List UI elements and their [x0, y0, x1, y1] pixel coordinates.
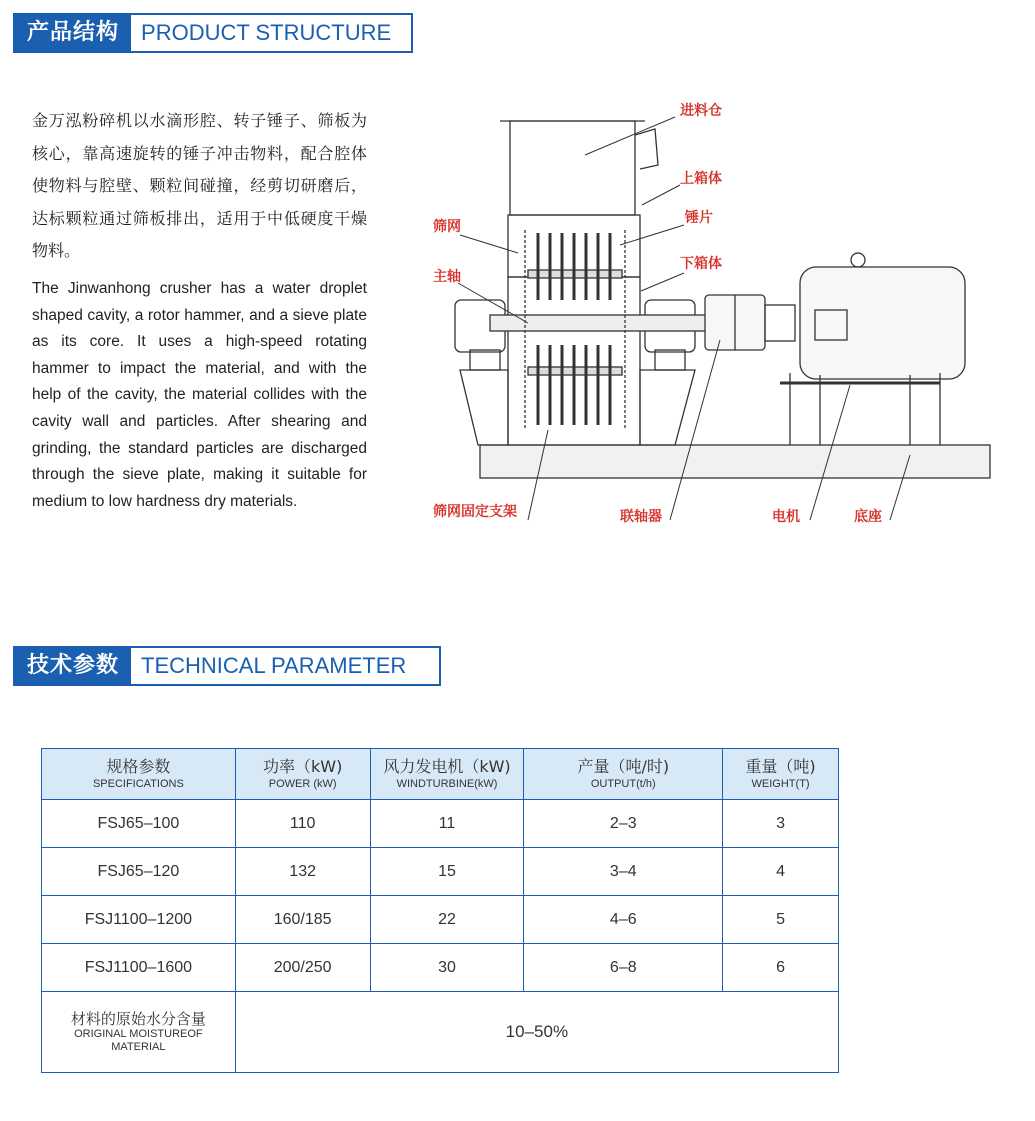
cell-weight: 4 — [723, 848, 839, 896]
label-screen-support: 筛网固定支架 — [433, 504, 517, 520]
base-frame — [480, 445, 990, 478]
cell-output: 6–8 — [524, 944, 723, 992]
label-motor: 电机 — [772, 509, 800, 525]
section-heading-product-structure — [13, 13, 413, 53]
table-row — [42, 848, 839, 896]
section-title-cn: 技术参数 — [15, 648, 131, 684]
cell-spec: FSJ65–120 — [42, 848, 236, 896]
label-coupling: 联轴器 — [620, 509, 662, 525]
cell-spec: FSJ1100–1200 — [42, 896, 236, 944]
cell-wind: 30 — [370, 944, 524, 992]
label-lower-box: 下箱体 — [680, 256, 722, 272]
table-row-moisture — [42, 992, 839, 1073]
crusher-structure-diagram — [430, 95, 1010, 535]
cell-power: 200/250 — [235, 944, 370, 992]
header-output: 产量（吨/时) OUTPUT(t/h) — [524, 749, 723, 800]
intro-text-en: The Jinwanhong crusher has a water droplet shaped cavity, a rotor hammer, and a sieve plate as its core. It uses a high-speed rotating hammer to impact the material, and with the help of the cavity, the material collides with the cavity wall and particles. After shearing and grinding, the standard particles are discharged through the sieve plate, making it suitable for medium to low hardness dry materials. — [32, 280, 367, 510]
cell-output: 3–4 — [524, 848, 723, 896]
cell-weight: 6 — [723, 944, 839, 992]
cell-wind: 11 — [370, 800, 524, 848]
cell-output: 4–6 — [524, 896, 723, 944]
table-header-row — [42, 749, 839, 800]
feed-hopper — [510, 121, 635, 215]
intro-text-cn: 金万泓粉碎机以水滴形腔、转子锤子、筛板为核心，靠高速旋转的锤子冲击物料，配合腔体使物料与腔壁、颗粒间碰撞，经剪切研磨后，达标颗粒通过筛板排出，适用于中低硬度干燥物料。 — [32, 111, 367, 260]
label-upper-box: 上箱体 — [680, 171, 722, 187]
label-screen: 筛网 — [433, 219, 461, 235]
table-row — [42, 896, 839, 944]
header-power: 功率（kW) POWER (kW) — [235, 749, 370, 800]
header-wind-turbine: 风力发电机（kW) WINDTURBINE(kW) — [370, 749, 524, 800]
label-base: 底座 — [854, 509, 882, 525]
label-main-shaft: 主轴 — [433, 269, 461, 285]
technical-parameter-table — [41, 748, 839, 1073]
section-title-cn: 产品结构 — [15, 15, 131, 51]
section-title-en: TECHNICAL PARAMETER — [131, 648, 416, 684]
cell-moisture-value: 10–50% — [235, 992, 838, 1073]
section-title-en: PRODUCT STRUCTURE — [131, 15, 401, 51]
section-heading-technical-parameter — [13, 646, 441, 686]
table-row — [42, 800, 839, 848]
cell-power: 110 — [235, 800, 370, 848]
cell-weight: 5 — [723, 896, 839, 944]
table-row — [42, 944, 839, 992]
cell-output: 2–3 — [524, 800, 723, 848]
label-hammer: 锤片 — [685, 210, 713, 226]
header-weight: 重量（吨) WEIGHT(T) — [723, 749, 839, 800]
cell-wind: 22 — [370, 896, 524, 944]
label-feed-hopper: 进料仓 — [680, 103, 722, 119]
cell-power: 132 — [235, 848, 370, 896]
cell-power: 160/185 — [235, 896, 370, 944]
cell-spec: FSJ65–100 — [42, 800, 236, 848]
cell-weight: 3 — [723, 800, 839, 848]
header-specifications: 规格参数 SPECIFICATIONS — [42, 749, 236, 800]
cell-wind: 15 — [370, 848, 524, 896]
motor — [800, 267, 965, 379]
cell-spec: FSJ1100–1600 — [42, 944, 236, 992]
cell-moisture-label: 材料的原始水分含量 ORIGINAL MOISTUREOF MATERIAL — [42, 992, 236, 1073]
